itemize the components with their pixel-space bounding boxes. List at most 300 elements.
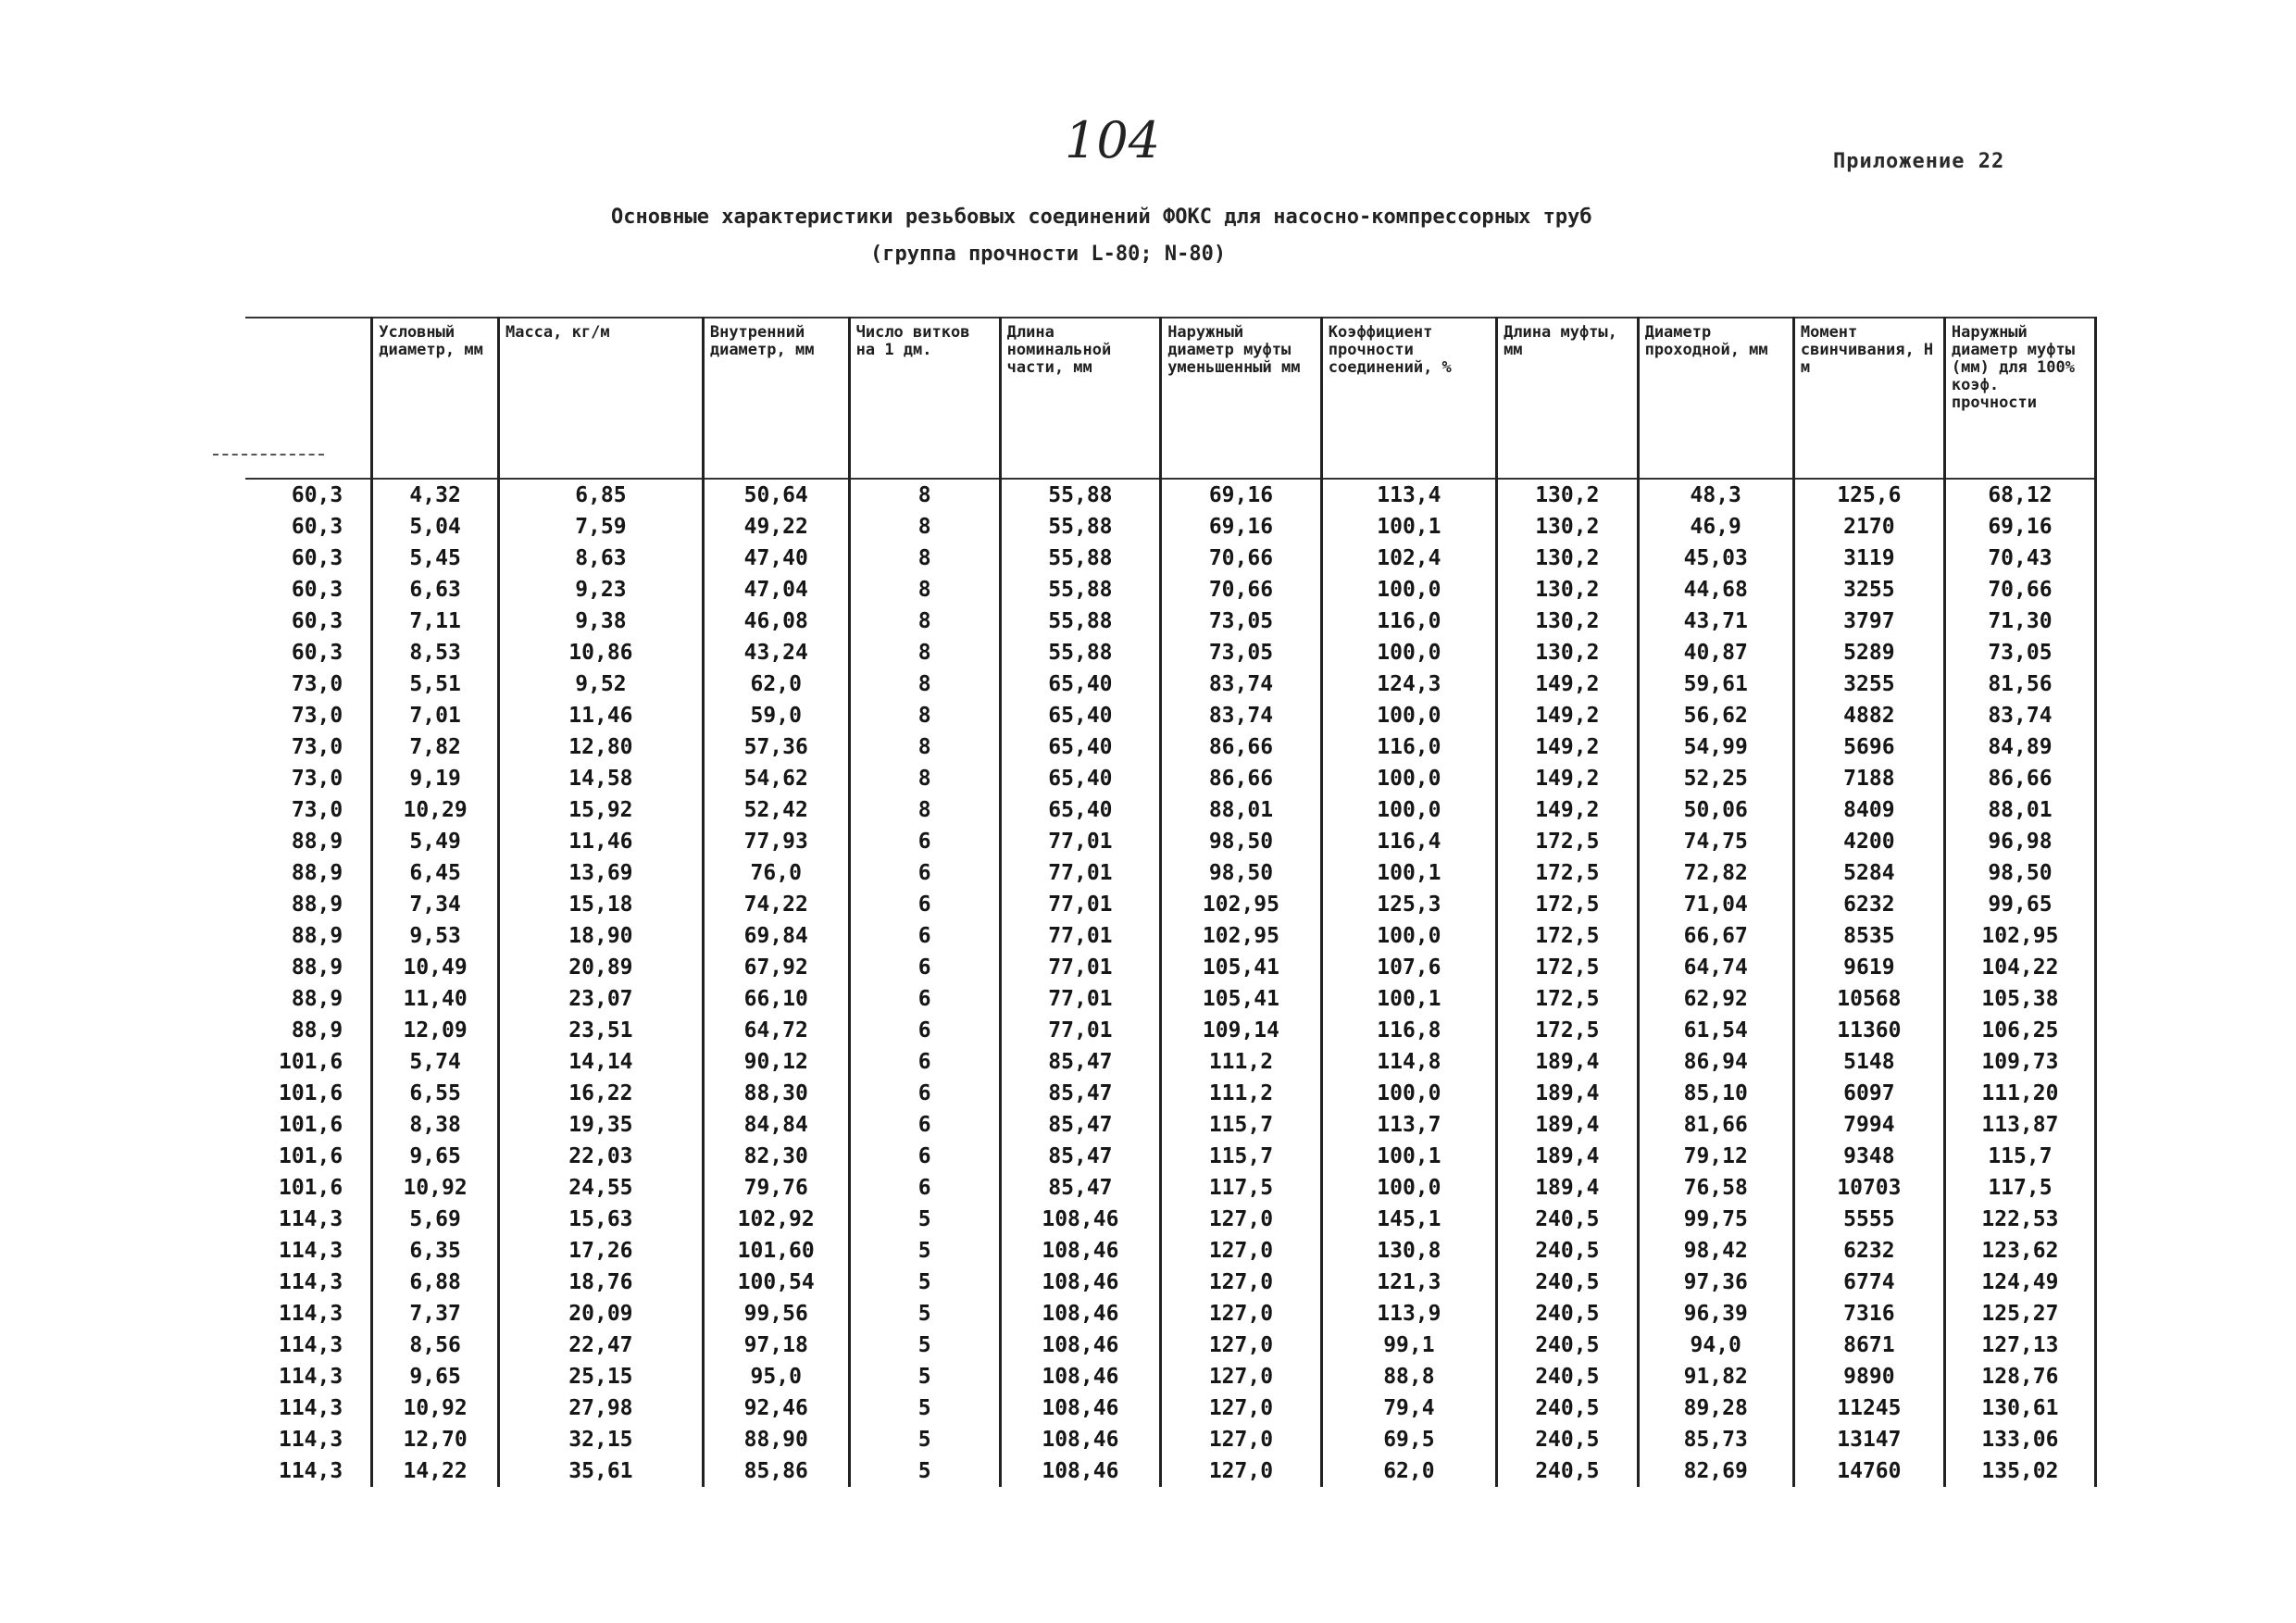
table-cell: 50,06: [1638, 794, 1793, 826]
table-cell: 7,01: [372, 700, 499, 731]
table-cell: 111,2: [1161, 1078, 1322, 1109]
table-row: [245, 1235, 2096, 1267]
table-cell: 100,0: [1321, 700, 1496, 731]
table-cell: 71,30: [1944, 606, 2095, 637]
table-cell: 100,54: [703, 1267, 849, 1298]
table-cell: 8: [849, 637, 1000, 668]
table-cell: 7316: [1793, 1298, 1944, 1330]
table-cell: 44,68: [1638, 574, 1793, 606]
table-cell: 5: [849, 1330, 1000, 1361]
table-cell: 88,90: [703, 1424, 849, 1455]
table-row: [245, 1330, 2096, 1361]
table-cell: 172,5: [1497, 1015, 1639, 1046]
table-cell: 65,40: [1000, 763, 1161, 794]
table-cell: 100,0: [1321, 1078, 1496, 1109]
table-row: [245, 574, 2096, 606]
table-row: [245, 543, 2096, 574]
table-row: [245, 479, 2096, 511]
table-cell: 19,35: [498, 1109, 703, 1141]
table-cell: 100,0: [1321, 794, 1496, 826]
table-row: [245, 763, 2096, 794]
table-cell: 114,3: [245, 1235, 372, 1267]
table-cell: 133,06: [1944, 1424, 2095, 1455]
table-cell: 14,58: [498, 763, 703, 794]
table-cell: 77,01: [1000, 983, 1161, 1015]
table-cell: 113,7: [1321, 1109, 1496, 1141]
table-cell: 8,38: [372, 1109, 499, 1141]
table-cell: 50,64: [703, 479, 849, 511]
table-cell: 114,3: [245, 1455, 372, 1487]
table-cell: 116,4: [1321, 826, 1496, 857]
table-cell: 61,54: [1638, 1015, 1793, 1046]
table-cell: 108,46: [1000, 1235, 1161, 1267]
table-cell: 88,9: [245, 1015, 372, 1046]
table-cell: 70,43: [1944, 543, 2095, 574]
header-cell: Наружный диаметр муфты уменьшенный мм: [1161, 318, 1322, 479]
table-cell: 122,53: [1944, 1204, 2095, 1235]
table-cell: 35,61: [498, 1455, 703, 1487]
table-cell: 114,3: [245, 1298, 372, 1330]
table-cell: 109,14: [1161, 1015, 1322, 1046]
table-cell: 102,95: [1944, 920, 2095, 952]
table-cell: 5,04: [372, 511, 499, 543]
table-cell: 84,84: [703, 1109, 849, 1141]
table-cell: 100,0: [1321, 763, 1496, 794]
table-cell: 172,5: [1497, 857, 1639, 889]
table-cell: 5: [849, 1455, 1000, 1487]
table-cell: 117,5: [1161, 1172, 1322, 1204]
table-cell: 240,5: [1497, 1424, 1639, 1455]
table-cell: 127,0: [1161, 1267, 1322, 1298]
table-cell: 101,6: [245, 1109, 372, 1141]
table-cell: 13,69: [498, 857, 703, 889]
table-cell: 11,40: [372, 983, 499, 1015]
table-cell: 73,0: [245, 700, 372, 731]
table-cell: 127,13: [1944, 1330, 2095, 1361]
table-row: [245, 1141, 2096, 1172]
table-cell: 6,35: [372, 1235, 499, 1267]
table-cell: 101,6: [245, 1172, 372, 1204]
table-cell: 115,7: [1944, 1141, 2095, 1172]
table-cell: 27,98: [498, 1392, 703, 1424]
table-row: [245, 826, 2096, 857]
table-cell: 5289: [1793, 637, 1944, 668]
table-row: [245, 857, 2096, 889]
table-cell: 5696: [1793, 731, 1944, 763]
table-cell: 15,92: [498, 794, 703, 826]
table-row: [245, 511, 2096, 543]
table-cell: 130,2: [1497, 511, 1639, 543]
table-cell: 83,74: [1161, 700, 1322, 731]
table-cell: 109,73: [1944, 1046, 2095, 1078]
table-cell: 98,50: [1161, 826, 1322, 857]
table-cell: 115,7: [1161, 1109, 1322, 1141]
table-row: [245, 637, 2096, 668]
table-cell: 70,66: [1161, 574, 1322, 606]
table-cell: 8671: [1793, 1330, 1944, 1361]
table-cell: 240,5: [1497, 1267, 1639, 1298]
table-cell: 77,01: [1000, 1015, 1161, 1046]
table-cell: 101,6: [245, 1141, 372, 1172]
header-cell: Внутренний диаметр, мм: [703, 318, 849, 479]
table-cell: 8: [849, 700, 1000, 731]
table-cell: 60,3: [245, 637, 372, 668]
table-cell: 70,66: [1161, 543, 1322, 574]
table-cell: 60,3: [245, 479, 372, 511]
table-cell: 99,1: [1321, 1330, 1496, 1361]
table-cell: 6: [849, 1046, 1000, 1078]
table-cell: 6: [849, 826, 1000, 857]
table-cell: 127,0: [1161, 1204, 1322, 1235]
table-cell: 101,6: [245, 1078, 372, 1109]
table-cell: 18,76: [498, 1267, 703, 1298]
table-cell: 74,75: [1638, 826, 1793, 857]
table-cell: 77,93: [703, 826, 849, 857]
table-cell: 6: [849, 857, 1000, 889]
table-cell: 77,01: [1000, 889, 1161, 920]
table-row: [245, 920, 2096, 952]
table-cell: 240,5: [1497, 1204, 1639, 1235]
table-cell: 5,49: [372, 826, 499, 857]
table-cell: 71,04: [1638, 889, 1793, 920]
table-cell: 10,29: [372, 794, 499, 826]
table-cell: 3119: [1793, 543, 1944, 574]
table-cell: 5,51: [372, 668, 499, 700]
table-cell: 189,4: [1497, 1172, 1639, 1204]
table-cell: 65,40: [1000, 731, 1161, 763]
table-cell: 6: [849, 1141, 1000, 1172]
appendix-label: Приложение 22: [1833, 150, 2005, 173]
table-cell: 43,71: [1638, 606, 1793, 637]
table-cell: 22,47: [498, 1330, 703, 1361]
table-cell: 55,88: [1000, 606, 1161, 637]
table-cell: 69,5: [1321, 1424, 1496, 1455]
table-cell: 108,46: [1000, 1392, 1161, 1424]
table-row: [245, 1109, 2096, 1141]
table-cell: 81,56: [1944, 668, 2095, 700]
table-row: [245, 1172, 2096, 1204]
table-row: [245, 668, 2096, 700]
table-cell: 77,01: [1000, 952, 1161, 983]
table-cell: 12,09: [372, 1015, 499, 1046]
table-cell: 7,34: [372, 889, 499, 920]
table-cell: 10703: [1793, 1172, 1944, 1204]
table-cell: 64,72: [703, 1015, 849, 1046]
table-cell: 100,1: [1321, 983, 1496, 1015]
table-cell: 127,0: [1161, 1298, 1322, 1330]
table-cell: 9,52: [498, 668, 703, 700]
table-row: [245, 1298, 2096, 1330]
table-cell: 20,09: [498, 1298, 703, 1330]
table-cell: 127,0: [1161, 1424, 1322, 1455]
table-cell: 108,46: [1000, 1361, 1161, 1392]
table-cell: 83,74: [1161, 668, 1322, 700]
table-cell: 3255: [1793, 668, 1944, 700]
header-cell: Диаметр проходной, мм: [1638, 318, 1793, 479]
table-cell: 5: [849, 1267, 1000, 1298]
table-cell: 127,0: [1161, 1235, 1322, 1267]
table-cell: 18,90: [498, 920, 703, 952]
table-cell: 6: [849, 983, 1000, 1015]
table-cell: 15,18: [498, 889, 703, 920]
table-cell: 8: [849, 731, 1000, 763]
table-cell: 8: [849, 763, 1000, 794]
table-cell: 111,20: [1944, 1078, 2095, 1109]
table-cell: 114,3: [245, 1267, 372, 1298]
table-cell: 5: [849, 1361, 1000, 1392]
table-cell: 7,11: [372, 606, 499, 637]
table-cell: 62,92: [1638, 983, 1793, 1015]
table-cell: 73,0: [245, 731, 372, 763]
table-cell: 16,22: [498, 1078, 703, 1109]
table-cell: 79,12: [1638, 1141, 1793, 1172]
table-cell: 88,9: [245, 920, 372, 952]
table-cell: 240,5: [1497, 1235, 1639, 1267]
table-cell: 85,47: [1000, 1046, 1161, 1078]
table-row: [245, 1424, 2096, 1455]
table-cell: 100,1: [1321, 511, 1496, 543]
table-cell: 15,63: [498, 1204, 703, 1235]
table-row: [245, 1204, 2096, 1235]
table-cell: 14760: [1793, 1455, 1944, 1487]
table-cell: 5,45: [372, 543, 499, 574]
table-cell: 114,3: [245, 1424, 372, 1455]
table-cell: 77,01: [1000, 857, 1161, 889]
table-cell: 104,22: [1944, 952, 2095, 983]
table-cell: 9,65: [372, 1141, 499, 1172]
table-cell: 20,89: [498, 952, 703, 983]
table-cell: 149,2: [1497, 668, 1639, 700]
table-cell: 14,14: [498, 1046, 703, 1078]
table-cell: 62,0: [1321, 1455, 1496, 1487]
table-cell: 88,9: [245, 889, 372, 920]
table-cell: 130,8: [1321, 1235, 1496, 1267]
table-cell: 127,0: [1161, 1392, 1322, 1424]
table-cell: 240,5: [1497, 1392, 1639, 1424]
table-cell: 6,63: [372, 574, 499, 606]
table-cell: 102,95: [1161, 889, 1322, 920]
table-cell: 130,61: [1944, 1392, 2095, 1424]
table-cell: 12,80: [498, 731, 703, 763]
table-cell: 69,16: [1161, 479, 1322, 511]
table-cell: 60,3: [245, 574, 372, 606]
table-cell: 11245: [1793, 1392, 1944, 1424]
table-cell: 82,30: [703, 1141, 849, 1172]
table-cell: 172,5: [1497, 889, 1639, 920]
table-cell: 11,46: [498, 826, 703, 857]
table-cell: 117,5: [1944, 1172, 2095, 1204]
table-cell: 73,0: [245, 794, 372, 826]
table-cell: 92,46: [703, 1392, 849, 1424]
table-cell: 76,0: [703, 857, 849, 889]
table-cell: 10,49: [372, 952, 499, 983]
table-cell: 24,55: [498, 1172, 703, 1204]
table-cell: 8: [849, 574, 1000, 606]
table-cell: 14,22: [372, 1455, 499, 1487]
table-cell: 189,4: [1497, 1141, 1639, 1172]
table-cell: 135,02: [1944, 1455, 2095, 1487]
table-cell: 84,89: [1944, 731, 2095, 763]
header-cell: Длина номинальной части, мм: [1000, 318, 1161, 479]
table-cell: 8,53: [372, 637, 499, 668]
table-cell: 69,16: [1944, 511, 2095, 543]
table-cell: 73,05: [1161, 606, 1322, 637]
header-cell: Число витков на 1 дм.: [849, 318, 1000, 479]
table-cell: 4200: [1793, 826, 1944, 857]
table-cell: 13147: [1793, 1424, 1944, 1455]
table-row: [245, 889, 2096, 920]
table-row: [245, 1078, 2096, 1109]
table-cell: 73,05: [1944, 637, 2095, 668]
table-cell: 99,65: [1944, 889, 2095, 920]
table-cell: 100,0: [1321, 574, 1496, 606]
table-cell: 73,0: [245, 763, 372, 794]
table-cell: 76,58: [1638, 1172, 1793, 1204]
table-cell: 240,5: [1497, 1330, 1639, 1361]
table-cell: 100,0: [1321, 920, 1496, 952]
table-cell: 86,66: [1161, 763, 1322, 794]
table-cell: 88,9: [245, 952, 372, 983]
table-cell: 55,88: [1000, 511, 1161, 543]
table-row: [245, 606, 2096, 637]
table-cell: 108,46: [1000, 1298, 1161, 1330]
table-cell: 172,5: [1497, 952, 1639, 983]
header-cell: Масса, кг/м: [498, 318, 703, 479]
table-cell: 60,3: [245, 606, 372, 637]
table-cell: 6232: [1793, 1235, 1944, 1267]
header-cell: Коэффициент прочности соединений, %: [1321, 318, 1496, 479]
table-cell: 5: [849, 1392, 1000, 1424]
table-cell: 49,22: [703, 511, 849, 543]
table-cell: 102,92: [703, 1204, 849, 1235]
table-cell: 5148: [1793, 1046, 1944, 1078]
table-cell: 52,25: [1638, 763, 1793, 794]
table-cell: 149,2: [1497, 700, 1639, 731]
table-cell: 66,67: [1638, 920, 1793, 952]
table-cell: 79,76: [703, 1172, 849, 1204]
table-row: [245, 700, 2096, 731]
table-row: [245, 1015, 2096, 1046]
table-cell: 240,5: [1497, 1298, 1639, 1330]
table-cell: 7994: [1793, 1109, 1944, 1141]
table-cell: 43,24: [703, 637, 849, 668]
table-cell: 88,9: [245, 826, 372, 857]
table-cell: 114,3: [245, 1392, 372, 1424]
table-cell: 45,03: [1638, 543, 1793, 574]
table-row: [245, 952, 2096, 983]
table-cell: 113,4: [1321, 479, 1496, 511]
table-cell: 7,37: [372, 1298, 499, 1330]
table-row: [245, 1361, 2096, 1392]
table-cell: 56,62: [1638, 700, 1793, 731]
table-cell: 111,2: [1161, 1046, 1322, 1078]
table-cell: 88,9: [245, 983, 372, 1015]
table-cell: 9,53: [372, 920, 499, 952]
table-cell: 60,3: [245, 543, 372, 574]
table-cell: 124,49: [1944, 1267, 2095, 1298]
table-cell: 6,55: [372, 1078, 499, 1109]
table-row: [245, 1455, 2096, 1487]
table-cell: 85,47: [1000, 1141, 1161, 1172]
table-cell: 73,0: [245, 668, 372, 700]
table-cell: 69,84: [703, 920, 849, 952]
document-subtitle: (группа прочности L-80; N-80): [870, 243, 1227, 266]
table-cell: 3255: [1793, 574, 1944, 606]
table-cell: 116,0: [1321, 606, 1496, 637]
table-cell: 6: [849, 920, 1000, 952]
table-cell: 7,59: [498, 511, 703, 543]
table-cell: 86,94: [1638, 1046, 1793, 1078]
table-cell: 6: [849, 1015, 1000, 1046]
table-cell: 124,3: [1321, 668, 1496, 700]
table-cell: 130,2: [1497, 606, 1639, 637]
table-cell: 172,5: [1497, 826, 1639, 857]
table-cell: 100,1: [1321, 857, 1496, 889]
table-cell: 8: [849, 479, 1000, 511]
header-cell: Условный диаметр, мм: [372, 318, 499, 479]
table-cell: 6,45: [372, 857, 499, 889]
table-cell: 149,2: [1497, 763, 1639, 794]
table-cell: 125,3: [1321, 889, 1496, 920]
table-cell: 5: [849, 1298, 1000, 1330]
table-cell: 6: [849, 1109, 1000, 1141]
table-cell: 70,66: [1944, 574, 2095, 606]
table-cell: 74,22: [703, 889, 849, 920]
table-row: [245, 731, 2096, 763]
table-cell: 59,61: [1638, 668, 1793, 700]
table-cell: 82,69: [1638, 1455, 1793, 1487]
table-cell: 67,92: [703, 952, 849, 983]
table-cell: 96,39: [1638, 1298, 1793, 1330]
table-cell: 6: [849, 889, 1000, 920]
table-cell: 85,47: [1000, 1078, 1161, 1109]
table-cell: 240,5: [1497, 1455, 1639, 1487]
table-cell: 4882: [1793, 700, 1944, 731]
table-cell: 105,38: [1944, 983, 2095, 1015]
table-cell: 8: [849, 606, 1000, 637]
table-cell: 4,32: [372, 479, 499, 511]
table-cell: 12,70: [372, 1424, 499, 1455]
table-cell: 10,86: [498, 637, 703, 668]
table-cell: 115,7: [1161, 1141, 1322, 1172]
table-cell: 62,0: [703, 668, 849, 700]
table-cell: 6: [849, 952, 1000, 983]
table-cell: 89,28: [1638, 1392, 1793, 1424]
table-cell: 127,0: [1161, 1361, 1322, 1392]
table-cell: 130,2: [1497, 479, 1639, 511]
table-cell: 121,3: [1321, 1267, 1496, 1298]
table-cell: 47,04: [703, 574, 849, 606]
table-cell: 77,01: [1000, 826, 1161, 857]
table-cell: 55,88: [1000, 543, 1161, 574]
table-cell: 5,74: [372, 1046, 499, 1078]
table-cell: 116,8: [1321, 1015, 1496, 1046]
table-cell: 9,65: [372, 1361, 499, 1392]
table-cell: 23,51: [498, 1015, 703, 1046]
table-cell: 189,4: [1497, 1109, 1639, 1141]
table-row: [245, 1046, 2096, 1078]
table-cell: 8,56: [372, 1330, 499, 1361]
table-cell: 7188: [1793, 763, 1944, 794]
table-cell: 8,63: [498, 543, 703, 574]
table-cell: 55,88: [1000, 637, 1161, 668]
table-cell: 5: [849, 1424, 1000, 1455]
characteristics-table: [245, 317, 2097, 1487]
table-cell: 47,40: [703, 543, 849, 574]
table-cell: 88,01: [1944, 794, 2095, 826]
table-cell: 8: [849, 543, 1000, 574]
table-cell: 2170: [1793, 511, 1944, 543]
